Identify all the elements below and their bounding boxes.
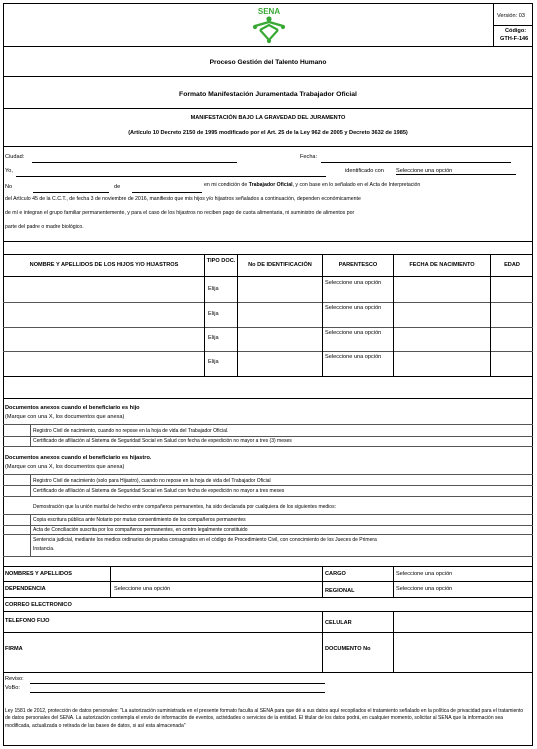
row-4-relationship-select[interactable]: Seleccione una opción <box>325 354 382 360</box>
row-2-relationship-select[interactable]: Seleccione una opción <box>325 305 382 311</box>
mobile-label: CELULAR <box>325 620 352 626</box>
no-label: No <box>5 184 13 190</box>
declaration-line-2: del Artículo 45 de la C.C.T., de fecha 3 de noviembre de 2016, manifiesto que mis hijos y/o hijastros señalados a continuación, dependen económicamente <box>5 196 361 202</box>
legal-notice: Ley 1581 de 2012, protección de datos personales: "La autorización suministrada en el presente formato faculta al SENA para que dé a sus datos aquí recopilados el tratamiento señalado en la política de privacidad para el tratamiento de datos personales del SENA. La autorización contempla el envío de información de eventos, actividades o servicios de la entidad. El titular de los datos podrá, en cualquier momento, solicitar al SENA que la información sea modificada, actualizada o retirada de las bases de datos, si así esta almacenada" <box>5 708 524 729</box>
col-header-name: NOMBRE Y APELLIDOS DE LOS HIJOS Y/O HIJASTROS <box>29 262 179 268</box>
union-item-3: Sentencia judicial, mediante los medios ordinarios de prueba consagrados en el código de Procedimiento Civil, con conocimiento de los Jueces de Primera <box>33 537 377 543</box>
union-item-1: Copia escritura pública ante Notario por mutuo consentimiento de los compañeros permanentes <box>33 517 246 523</box>
union-item-3-cont: Instancia. <box>33 546 55 552</box>
reviso-field[interactable] <box>30 683 325 684</box>
version-label: Versión: 03 <box>497 13 525 19</box>
declaration-line-3: de mí e integran el grupo familiar permanentemente, y para el caso de los hijastros no reciben pago de cuota alimentaria, ni suministro de alimentos por <box>5 210 355 216</box>
col-header-doc-type: TIPO DOC. <box>206 258 236 264</box>
declaration-line-1: en mi condición de Trabajador Oficial, y con base en lo señalado en el Acta de Interpretación <box>204 182 421 188</box>
date-label: Fecha: <box>300 154 318 160</box>
col-header-birth-date: FECHA DE NACIMIENTO <box>409 262 475 268</box>
annex-son-item-2: Certificado de afiliación al Sistema de Seguridad Social en Salud con fecha de expedición no mayor a tres (3) meses <box>33 438 292 444</box>
dependencia-select[interactable]: Seleccione una opción <box>114 586 171 592</box>
id-place-field[interactable] <box>132 192 202 193</box>
city-label: Ciudad: <box>5 154 25 160</box>
svg-text:SENA: SENA <box>257 7 281 16</box>
union-item-2: Acta de Conciliación suscrita por los compañeros permanentes, en centro legalmente constituido <box>33 527 248 533</box>
code-value: GTH-F-146 <box>500 36 529 42</box>
employee-name-label: NOMBRES Y APELLIDOS <box>5 571 73 577</box>
annex-stepson-item-1: Registro Civil de nacimiento (solo para Hijastro), cuando no repose en la hoja de vida del Trabajador Oficial <box>33 478 271 484</box>
city-field[interactable] <box>32 162 237 163</box>
regional-select[interactable]: Seleccione una opción <box>396 586 453 592</box>
identified-label: identificado con <box>345 168 384 174</box>
document-number-label: DOCUMENTO No <box>325 646 371 652</box>
union-note: Demostración que la unión marital de hecho entre compañeros permanentes, ha sido declarada por cualquiera de los siguientes medios: <box>33 504 336 510</box>
email-field[interactable] <box>112 599 530 610</box>
row-4-doc-type-select[interactable]: Elija <box>208 359 219 365</box>
col-header-age: EDAD <box>504 262 520 268</box>
phone-field[interactable] <box>112 614 320 630</box>
annex-stepson-item-2: Certificado de afiliación al Sistema de Seguridad Social en Salud con fecha de expedición no mayor a tres meses <box>33 488 285 494</box>
annex-stepson-subtitle: (Marque con una X, los documentos que anexa) <box>5 464 125 470</box>
row-2-doc-type-select[interactable]: Elija <box>208 311 219 317</box>
de-label: de <box>114 184 121 190</box>
cargo-select[interactable]: Seleccione una opción <box>396 571 453 577</box>
annex-stepson-title: Documentos anexos cuando el beneficiario es hijastro. <box>5 455 152 461</box>
annex-son-subtitle: (Marque con una X, los documentos que anexa) <box>5 414 125 420</box>
mobile-field[interactable] <box>396 614 530 630</box>
name-field[interactable] <box>16 176 326 177</box>
regional-label: REGIONAL <box>325 588 355 594</box>
date-field[interactable] <box>321 162 511 163</box>
code-label: Código: <box>505 28 527 34</box>
cargo-label: CARGO <box>325 571 346 577</box>
row-1-doc-type-select[interactable]: Elija <box>208 286 219 292</box>
annex-son-item-1: Registro Civil de nacimiento, cuando no repose en la hoja de vida del Trabajador Oficial. <box>33 428 229 434</box>
process-title: Proceso Gestión del Talento Humano <box>209 59 327 66</box>
declaration-line-4: parte del padre o madre biológico. <box>5 224 84 230</box>
id-type-select[interactable]: Seleccione una opción <box>396 168 516 175</box>
row-3-doc-type-select[interactable]: Elija <box>208 335 219 341</box>
annex-stepson-checkbox-column[interactable] <box>30 474 31 496</box>
annex-son-title: Documentos anexos cuando el beneficiario es hijo <box>5 405 140 411</box>
dependencia-label: DEPENDENCIA <box>5 586 46 592</box>
signature-label: FIRMA <box>5 646 23 652</box>
sena-logo <box>247 6 291 46</box>
email-label: CORREO ELECTRONICO <box>5 602 72 608</box>
form-title: Formato Manifestación Juramentada Trabajador Oficial <box>179 91 357 98</box>
union-checkbox-column[interactable] <box>30 514 31 556</box>
vobo-label: VoBo: <box>5 685 20 691</box>
employee-name-field[interactable] <box>112 568 320 580</box>
col-header-id-number: No DE IDENTIFICACIÓN <box>248 262 312 268</box>
row-1-relationship-select[interactable]: Seleccione una opción <box>325 280 382 286</box>
legal-reference: (Artículo 10 Decreto 2150 de 1995 modificado por el Art. 25 de la Ley 962 de 2005 y Decreto 3632 de 1985) <box>128 130 408 136</box>
declaration-heading: MANIFESTACIÓN BAJO LA GRAVEDAD DEL JURAMENTO <box>190 115 346 121</box>
yo-label: Yo, <box>5 168 13 174</box>
id-number-field[interactable] <box>33 192 109 193</box>
col-header-relationship: PARENTESCO <box>338 262 378 268</box>
vobo-field[interactable] <box>30 692 325 693</box>
annex-son-checkbox-column[interactable] <box>30 424 31 446</box>
signature-field[interactable] <box>60 635 320 669</box>
row-3-relationship-select[interactable]: Seleccione una opción <box>325 330 382 336</box>
document-number-field[interactable] <box>396 635 530 669</box>
phone-label: TELEFONO FIJO <box>5 618 50 624</box>
reviso-label: Reviso: <box>5 676 24 682</box>
